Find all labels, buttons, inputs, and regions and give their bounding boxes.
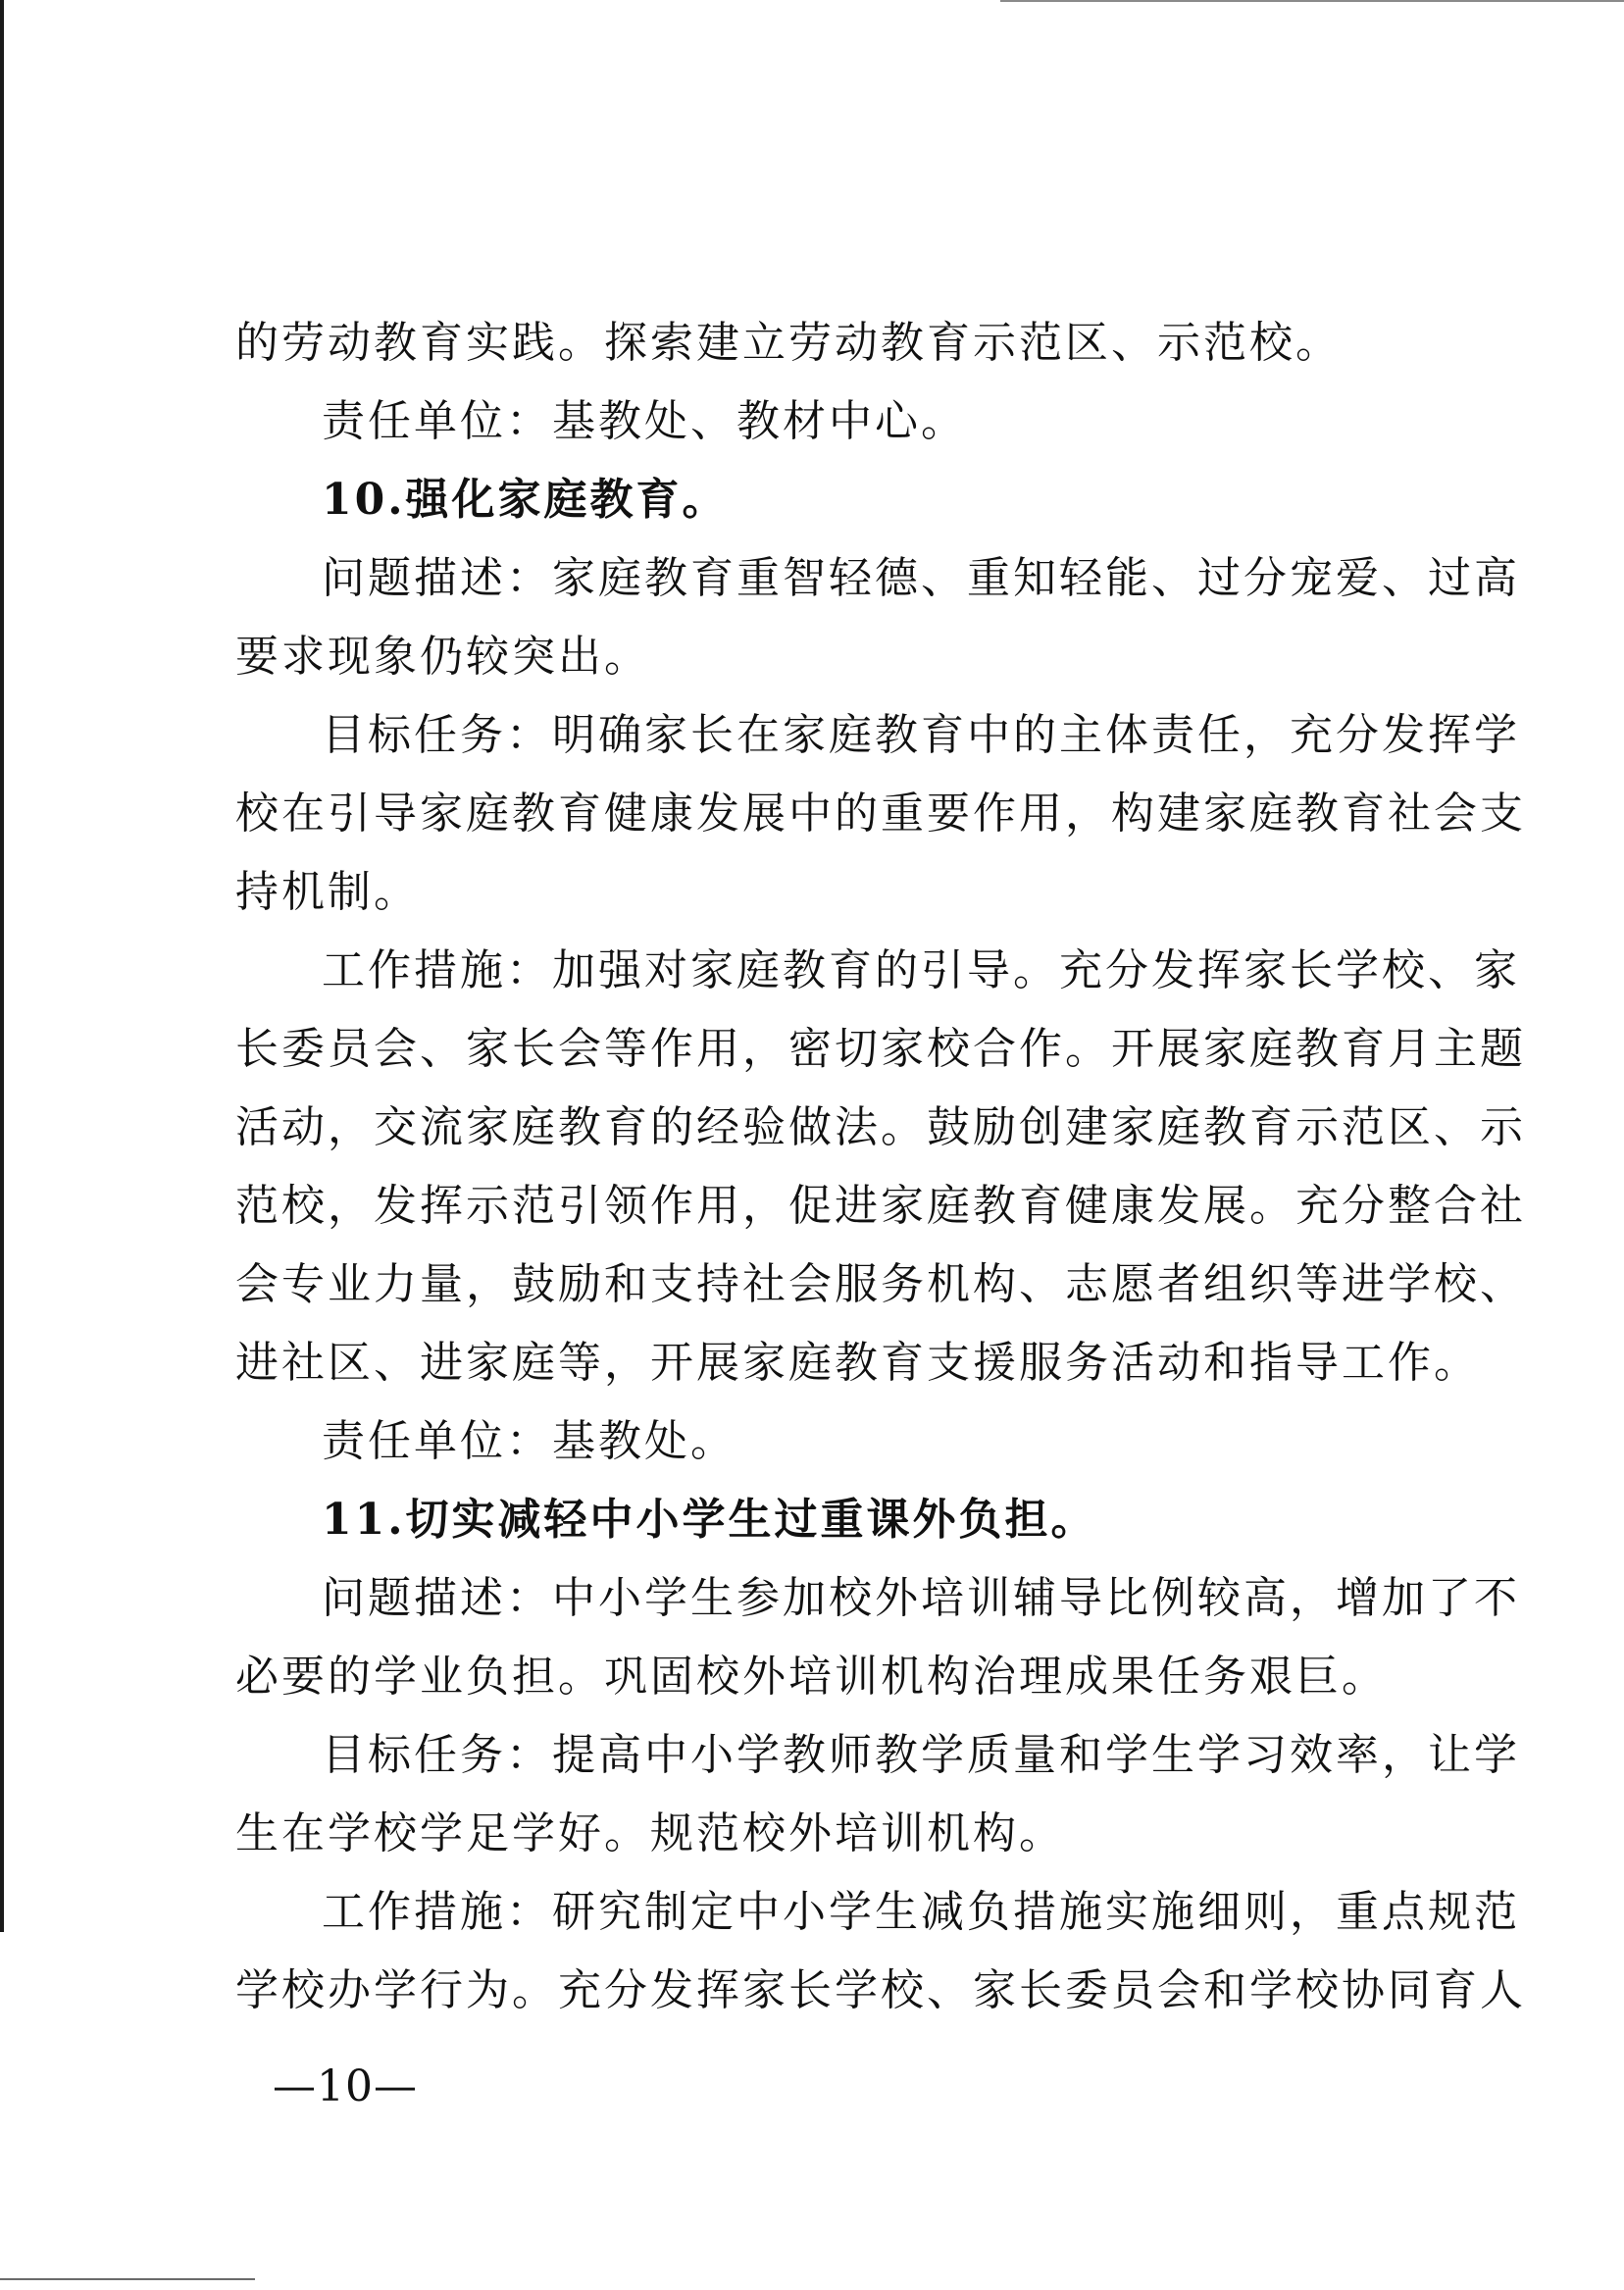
scan-edge-left (0, 0, 4, 1932)
text-line: 校在引导家庭教育健康发展中的重要作用，构建家庭教育社会支 (235, 789, 1526, 839)
text-line: 活动，交流家庭教育的经验做法。鼓励创建家庭教育示范区、示 (235, 1102, 1526, 1152)
text-line: 责任单位：基教处。 (322, 1416, 736, 1466)
text-line: 问题描述：中小学生参加校外培训辅导比例较高，增加了不 (322, 1573, 1520, 1623)
body-text (235, 304, 1526, 2030)
page-number: —10— (273, 2061, 418, 2112)
text-line: 长委员会、家长会等作用，密切家校合作。开展家庭教育月主题 (235, 1024, 1526, 1074)
text-line: 会专业力量，鼓励和支持社会服务机构、志愿者组织等进学校、 (235, 1259, 1526, 1309)
section-heading: 10.强化家庭教育。 (322, 475, 729, 525)
text-line: 问题描述：家庭教育重智轻德、重知轻能、过分宠爱、过高 (322, 553, 1520, 603)
text-line: 目标任务：提高中小学教师教学质量和学生学习效率，让学 (322, 1730, 1520, 1780)
text-line: 工作措施：加强对家庭教育的引导。充分发挥家长学校、家 (322, 945, 1520, 995)
scan-edge-top (1000, 0, 1624, 2)
text-line: 要求现象仍较突出。 (235, 632, 650, 682)
text-line: 必要的学业负担。巩固校外培训机构治理成果任务艰巨。 (235, 1652, 1388, 1702)
text-line: 工作措施：研究制定中小学生减负措施实施细则，重点规范 (322, 1887, 1520, 1937)
text-line: 生在学校学足学好。规范校外培训机构。 (235, 1808, 1065, 1858)
text-line: 进社区、进家庭等，开展家庭教育支援服务活动和指导工作。 (235, 1338, 1480, 1388)
text-line: 责任单位：基教处、教材中心。 (322, 396, 967, 446)
text-line: 学校办学行为。充分发挥家长学校、家长委员会和学校协同育人 (235, 1965, 1526, 2015)
text-line: 持机制。 (235, 867, 420, 917)
scan-edge-bottom (0, 2278, 255, 2280)
text-line: 范校，发挥示范引领作用，促进家庭教育健康发展。充分整合社 (235, 1181, 1526, 1231)
text-line: 目标任务：明确家长在家庭教育中的主体责任，充分发挥学 (322, 710, 1520, 760)
section-heading: 11.切实减轻中小学生过重课外负担。 (322, 1495, 1097, 1545)
text-line: 的劳动教育实践。探索建立劳动教育示范区、示范校。 (235, 318, 1342, 368)
